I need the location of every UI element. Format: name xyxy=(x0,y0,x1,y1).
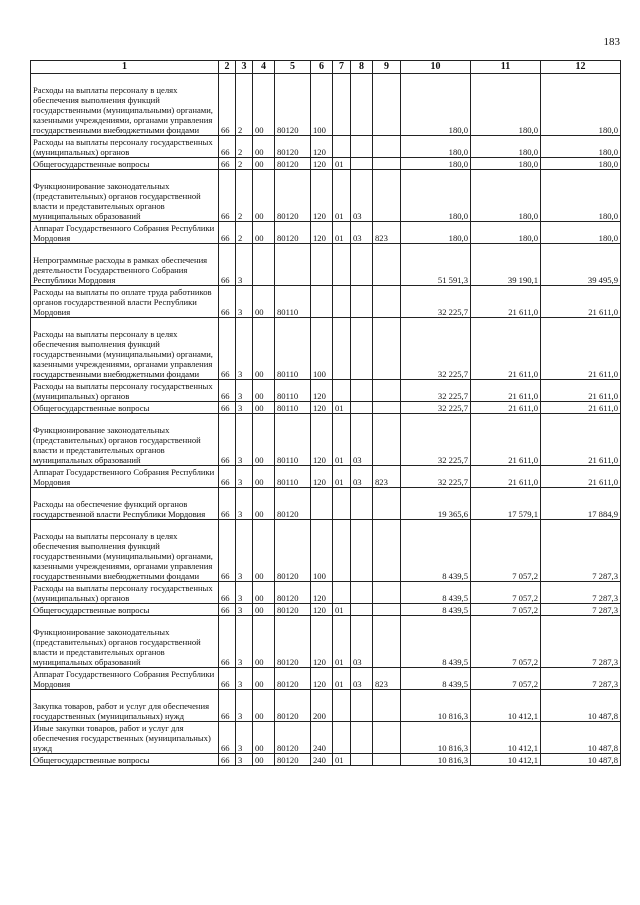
code-cell: 100 xyxy=(311,318,333,380)
code-cell xyxy=(311,286,333,318)
code-cell: 00 xyxy=(253,74,275,136)
table-row xyxy=(31,488,621,520)
table-row xyxy=(31,318,621,380)
amount-cell: 180,0 xyxy=(471,136,541,158)
amount-cell: 7 057,2 xyxy=(471,604,541,616)
amount-cell: 180,0 xyxy=(401,74,471,136)
code-cell: 66 xyxy=(219,488,236,520)
table-row xyxy=(31,414,621,466)
row-name: Аппарат Государственного Собрания Республики Мордовия xyxy=(31,668,219,690)
code-cell: 3 xyxy=(236,380,253,402)
row-name: Иные закупки товаров, работ и услуг для обеспечения государственных (муниципальных) нужд xyxy=(31,722,219,754)
code-cell: 00 xyxy=(253,754,275,766)
row-name: Непрограммные расходы в рамках обеспечения деятельности Государственного Собрания Республики Мордовия xyxy=(31,244,219,286)
code-cell: 80120 xyxy=(275,582,311,604)
code-cell: 01 xyxy=(333,754,351,766)
amount-cell: 180,0 xyxy=(541,136,621,158)
code-cell: 3 xyxy=(236,244,253,286)
table-row xyxy=(31,722,621,754)
code-cell: 80120 xyxy=(275,488,311,520)
row-name: Аппарат Государственного Собрания Республики Мордовия xyxy=(31,466,219,488)
row-name: Функционирование законодательных (представительных) органов государственной власти и представительных органов муниципальных образований xyxy=(31,170,219,222)
code-cell: 66 xyxy=(219,222,236,244)
code-cell: 00 xyxy=(253,582,275,604)
code-cell: 66 xyxy=(219,616,236,668)
row-name: Функционирование законодательных (представительных) органов государственной власти и представительных органов муниципальных образований xyxy=(31,616,219,668)
code-cell: 2 xyxy=(236,222,253,244)
amount-cell: 10 412,1 xyxy=(471,754,541,766)
code-cell xyxy=(373,582,401,604)
row-name: Аппарат Государственного Собрания Республики Мордовия xyxy=(31,222,219,244)
code-cell: 66 xyxy=(219,286,236,318)
code-cell: 200 xyxy=(311,690,333,722)
code-cell: 66 xyxy=(219,136,236,158)
code-cell: 80120 xyxy=(275,158,311,170)
amount-cell: 39 190,1 xyxy=(471,244,541,286)
amount-cell: 180,0 xyxy=(401,136,471,158)
column-header: 7 xyxy=(333,61,351,74)
code-cell xyxy=(373,520,401,582)
amount-cell: 21 611,0 xyxy=(541,380,621,402)
amount-cell: 7 057,2 xyxy=(471,520,541,582)
code-cell: 00 xyxy=(253,722,275,754)
code-cell: 00 xyxy=(253,380,275,402)
code-cell xyxy=(333,136,351,158)
code-cell: 66 xyxy=(219,414,236,466)
amount-cell: 17 579,1 xyxy=(471,488,541,520)
code-cell xyxy=(351,380,373,402)
amount-cell: 180,0 xyxy=(471,222,541,244)
page-number: 183 xyxy=(603,36,620,48)
code-cell xyxy=(351,74,373,136)
amount-cell: 51 591,3 xyxy=(401,244,471,286)
code-cell: 3 xyxy=(236,466,253,488)
column-header: 5 xyxy=(275,61,311,74)
amount-cell: 21 611,0 xyxy=(541,466,621,488)
table-row xyxy=(31,466,621,488)
code-cell xyxy=(373,380,401,402)
code-cell: 66 xyxy=(219,668,236,690)
amount-cell: 21 611,0 xyxy=(471,286,541,318)
code-cell: 00 xyxy=(253,414,275,466)
table-row xyxy=(31,402,621,414)
amount-cell: 7 057,2 xyxy=(471,616,541,668)
code-cell: 66 xyxy=(219,74,236,136)
table-row xyxy=(31,520,621,582)
code-cell: 00 xyxy=(253,690,275,722)
code-cell: 100 xyxy=(311,74,333,136)
code-cell xyxy=(351,722,373,754)
code-cell: 66 xyxy=(219,380,236,402)
code-cell: 66 xyxy=(219,244,236,286)
code-cell: 00 xyxy=(253,158,275,170)
row-name: Расходы на выплаты по оплате труда работников органов государственной власти Республики Мордовия xyxy=(31,286,219,318)
code-cell xyxy=(373,690,401,722)
code-cell: 00 xyxy=(253,318,275,380)
code-cell: 80110 xyxy=(275,286,311,318)
amount-cell: 21 611,0 xyxy=(471,318,541,380)
amount-cell: 21 611,0 xyxy=(471,402,541,414)
code-cell: 66 xyxy=(219,158,236,170)
amount-cell: 10 816,3 xyxy=(401,722,471,754)
amount-cell: 180,0 xyxy=(471,74,541,136)
code-cell: 66 xyxy=(219,170,236,222)
table-row xyxy=(31,222,621,244)
code-cell xyxy=(333,244,351,286)
amount-cell: 32 225,7 xyxy=(401,466,471,488)
code-cell xyxy=(311,488,333,520)
amount-cell: 7 287,3 xyxy=(541,616,621,668)
code-cell: 3 xyxy=(236,754,253,766)
code-cell: 80110 xyxy=(275,380,311,402)
code-cell: 80120 xyxy=(275,616,311,668)
code-cell: 66 xyxy=(219,754,236,766)
amount-cell: 21 611,0 xyxy=(541,414,621,466)
code-cell: 00 xyxy=(253,170,275,222)
code-cell: 80110 xyxy=(275,466,311,488)
amount-cell: 32 225,7 xyxy=(401,286,471,318)
code-cell xyxy=(351,402,373,414)
code-cell xyxy=(333,488,351,520)
code-cell: 80120 xyxy=(275,520,311,582)
table-row xyxy=(31,244,621,286)
code-cell: 3 xyxy=(236,318,253,380)
code-cell xyxy=(373,318,401,380)
code-cell: 823 xyxy=(373,222,401,244)
code-cell: 03 xyxy=(351,414,373,466)
amount-cell: 21 611,0 xyxy=(541,402,621,414)
amount-cell: 21 611,0 xyxy=(471,466,541,488)
code-cell: 3 xyxy=(236,520,253,582)
row-name: Расходы на обеспечение функций органов государственной власти Республики Мордовия xyxy=(31,488,219,520)
code-cell xyxy=(373,402,401,414)
code-cell xyxy=(351,136,373,158)
amount-cell: 21 611,0 xyxy=(471,414,541,466)
amount-cell: 8 439,5 xyxy=(401,520,471,582)
code-cell xyxy=(333,286,351,318)
amount-cell: 180,0 xyxy=(541,170,621,222)
code-cell: 66 xyxy=(219,466,236,488)
code-cell: 66 xyxy=(219,520,236,582)
amount-cell: 10 816,3 xyxy=(401,690,471,722)
code-cell: 03 xyxy=(351,616,373,668)
amount-cell: 10 412,1 xyxy=(471,690,541,722)
code-cell: 00 xyxy=(253,466,275,488)
column-header: 2 xyxy=(219,61,236,74)
amount-cell: 7 287,3 xyxy=(541,520,621,582)
row-name: Расходы на выплаты персоналу в целях обеспечения выполнения функций государственными (муниципальными) органами, казенными учреждениями, органами управления государственными внебюджетными фондами xyxy=(31,74,219,136)
table-body xyxy=(31,74,621,766)
code-cell: 00 xyxy=(253,136,275,158)
code-cell xyxy=(333,582,351,604)
code-cell xyxy=(373,722,401,754)
table-row xyxy=(31,616,621,668)
amount-cell: 8 439,5 xyxy=(401,616,471,668)
code-cell: 03 xyxy=(351,668,373,690)
code-cell xyxy=(333,380,351,402)
code-cell: 240 xyxy=(311,722,333,754)
amount-cell: 21 611,0 xyxy=(541,286,621,318)
code-cell: 3 xyxy=(236,604,253,616)
code-cell: 3 xyxy=(236,414,253,466)
row-name: Функционирование законодательных (представительных) органов государственной власти и представительных органов муниципальных образований xyxy=(31,414,219,466)
code-cell: 00 xyxy=(253,668,275,690)
column-header: 8 xyxy=(351,61,373,74)
code-cell: 120 xyxy=(311,582,333,604)
code-cell: 66 xyxy=(219,722,236,754)
amount-cell: 180,0 xyxy=(401,158,471,170)
code-cell: 66 xyxy=(219,604,236,616)
code-cell: 80110 xyxy=(275,318,311,380)
code-cell: 01 xyxy=(333,604,351,616)
table-row xyxy=(31,690,621,722)
table-row xyxy=(31,170,621,222)
code-cell: 823 xyxy=(373,466,401,488)
code-cell: 80120 xyxy=(275,222,311,244)
amount-cell: 21 611,0 xyxy=(541,318,621,380)
code-cell xyxy=(373,616,401,668)
code-cell: 01 xyxy=(333,616,351,668)
table-row xyxy=(31,668,621,690)
amount-cell: 17 884,9 xyxy=(541,488,621,520)
amount-cell: 7 287,3 xyxy=(541,582,621,604)
column-header: 12 xyxy=(541,61,621,74)
amount-cell: 8 439,5 xyxy=(401,582,471,604)
amount-cell: 180,0 xyxy=(471,170,541,222)
row-name: Общегосударственные вопросы xyxy=(31,158,219,170)
budget-table xyxy=(30,60,621,766)
table-row xyxy=(31,380,621,402)
code-cell: 120 xyxy=(311,170,333,222)
amount-cell: 32 225,7 xyxy=(401,318,471,380)
amount-cell: 180,0 xyxy=(471,158,541,170)
table-row xyxy=(31,582,621,604)
code-cell: 66 xyxy=(219,582,236,604)
code-cell: 120 xyxy=(311,222,333,244)
code-cell: 80120 xyxy=(275,690,311,722)
code-cell xyxy=(351,754,373,766)
column-header: 9 xyxy=(373,61,401,74)
code-cell: 240 xyxy=(311,754,333,766)
code-cell xyxy=(351,488,373,520)
code-cell: 3 xyxy=(236,616,253,668)
amount-cell: 10 487,8 xyxy=(541,722,621,754)
amount-cell: 19 365,6 xyxy=(401,488,471,520)
code-cell: 2 xyxy=(236,170,253,222)
amount-cell: 180,0 xyxy=(401,170,471,222)
code-cell: 00 xyxy=(253,520,275,582)
code-cell xyxy=(351,520,373,582)
code-cell xyxy=(333,722,351,754)
amount-cell: 180,0 xyxy=(401,222,471,244)
code-cell: 80120 xyxy=(275,136,311,158)
amount-cell: 8 439,5 xyxy=(401,668,471,690)
code-cell: 03 xyxy=(351,466,373,488)
code-cell xyxy=(351,690,373,722)
table-row xyxy=(31,604,621,616)
amount-cell: 10 487,8 xyxy=(541,754,621,766)
code-cell xyxy=(275,244,311,286)
code-cell: 03 xyxy=(351,170,373,222)
code-cell: 2 xyxy=(236,136,253,158)
code-cell: 2 xyxy=(236,158,253,170)
column-header: 4 xyxy=(253,61,275,74)
table-row xyxy=(31,754,621,766)
row-name: Расходы на выплаты персоналу в целях обеспечения выполнения функций государственными (муниципальными) органами, казенными учреждениями, органами управления государственными внебюджетными фондами xyxy=(31,318,219,380)
code-cell: 3 xyxy=(236,722,253,754)
row-name: Закупка товаров, работ и услуг для обеспечения государственных (муниципальных) нужд xyxy=(31,690,219,722)
code-cell xyxy=(373,244,401,286)
amount-cell: 10 412,1 xyxy=(471,722,541,754)
code-cell xyxy=(373,158,401,170)
code-cell: 66 xyxy=(219,690,236,722)
code-cell: 01 xyxy=(333,466,351,488)
code-cell: 80120 xyxy=(275,668,311,690)
row-name: Общегосударственные вопросы xyxy=(31,402,219,414)
row-name: Общегосударственные вопросы xyxy=(31,754,219,766)
code-cell xyxy=(373,604,401,616)
row-name: Расходы на выплаты персоналу государственных (муниципальных) органов xyxy=(31,136,219,158)
amount-cell: 180,0 xyxy=(541,222,621,244)
code-cell: 03 xyxy=(351,222,373,244)
column-header: 11 xyxy=(471,61,541,74)
row-name: Расходы на выплаты персоналу государственных (муниципальных) органов xyxy=(31,582,219,604)
code-cell: 120 xyxy=(311,668,333,690)
code-cell xyxy=(373,488,401,520)
code-cell: 00 xyxy=(253,604,275,616)
code-cell: 80110 xyxy=(275,402,311,414)
code-cell xyxy=(373,754,401,766)
code-cell: 3 xyxy=(236,286,253,318)
code-cell: 00 xyxy=(253,402,275,414)
code-cell: 80120 xyxy=(275,170,311,222)
code-cell xyxy=(351,582,373,604)
code-cell: 120 xyxy=(311,466,333,488)
code-cell: 80110 xyxy=(275,414,311,466)
amount-cell: 39 495,9 xyxy=(541,244,621,286)
code-cell xyxy=(333,690,351,722)
table-row xyxy=(31,74,621,136)
code-cell xyxy=(351,158,373,170)
amount-cell: 21 611,0 xyxy=(471,380,541,402)
code-cell: 120 xyxy=(311,616,333,668)
amount-cell: 10 487,8 xyxy=(541,690,621,722)
code-cell: 66 xyxy=(219,318,236,380)
column-header: 1 xyxy=(31,61,219,74)
code-cell xyxy=(351,604,373,616)
code-cell: 01 xyxy=(333,414,351,466)
code-cell: 120 xyxy=(311,402,333,414)
code-cell xyxy=(351,318,373,380)
code-cell: 120 xyxy=(311,158,333,170)
code-cell xyxy=(373,170,401,222)
code-cell xyxy=(333,520,351,582)
amount-cell: 7 287,3 xyxy=(541,604,621,616)
code-cell xyxy=(333,318,351,380)
code-cell: 80120 xyxy=(275,754,311,766)
column-header: 6 xyxy=(311,61,333,74)
table-row xyxy=(31,158,621,170)
row-name: Общегосударственные вопросы xyxy=(31,604,219,616)
code-cell xyxy=(373,136,401,158)
code-cell: 3 xyxy=(236,488,253,520)
amount-cell: 32 225,7 xyxy=(401,414,471,466)
code-cell xyxy=(373,74,401,136)
code-cell: 3 xyxy=(236,690,253,722)
code-cell: 01 xyxy=(333,668,351,690)
amount-cell: 10 816,3 xyxy=(401,754,471,766)
code-cell: 01 xyxy=(333,158,351,170)
code-cell xyxy=(253,244,275,286)
header-row xyxy=(31,61,621,74)
amount-cell: 180,0 xyxy=(541,158,621,170)
code-cell xyxy=(373,286,401,318)
amount-cell: 32 225,7 xyxy=(401,380,471,402)
code-cell: 00 xyxy=(253,286,275,318)
code-cell: 3 xyxy=(236,582,253,604)
code-cell: 01 xyxy=(333,170,351,222)
amount-cell: 8 439,5 xyxy=(401,604,471,616)
code-cell: 3 xyxy=(236,402,253,414)
column-header: 10 xyxy=(401,61,471,74)
amount-cell: 7 057,2 xyxy=(471,668,541,690)
code-cell: 3 xyxy=(236,668,253,690)
code-cell xyxy=(311,244,333,286)
code-cell xyxy=(333,74,351,136)
code-cell: 120 xyxy=(311,380,333,402)
code-cell: 66 xyxy=(219,402,236,414)
code-cell: 80120 xyxy=(275,722,311,754)
code-cell: 00 xyxy=(253,222,275,244)
code-cell: 80120 xyxy=(275,604,311,616)
amount-cell: 7 287,3 xyxy=(541,668,621,690)
row-name: Расходы на выплаты персоналу государственных (муниципальных) органов xyxy=(31,380,219,402)
code-cell: 823 xyxy=(373,668,401,690)
table-row xyxy=(31,136,621,158)
code-cell: 01 xyxy=(333,402,351,414)
code-cell: 120 xyxy=(311,136,333,158)
column-header: 3 xyxy=(236,61,253,74)
code-cell: 00 xyxy=(253,488,275,520)
code-cell: 2 xyxy=(236,74,253,136)
code-cell xyxy=(351,286,373,318)
amount-cell: 180,0 xyxy=(541,74,621,136)
amount-cell: 32 225,7 xyxy=(401,402,471,414)
code-cell: 120 xyxy=(311,414,333,466)
code-cell: 80120 xyxy=(275,74,311,136)
code-cell xyxy=(373,414,401,466)
code-cell: 00 xyxy=(253,616,275,668)
row-name: Расходы на выплаты персоналу в целях обеспечения выполнения функций государственными (муниципальными) органами, казенными учреждениями, органами управления государственными внебюджетными фондами xyxy=(31,520,219,582)
code-cell: 01 xyxy=(333,222,351,244)
code-cell: 100 xyxy=(311,520,333,582)
amount-cell: 7 057,2 xyxy=(471,582,541,604)
code-cell: 120 xyxy=(311,604,333,616)
code-cell xyxy=(351,244,373,286)
table-row xyxy=(31,286,621,318)
